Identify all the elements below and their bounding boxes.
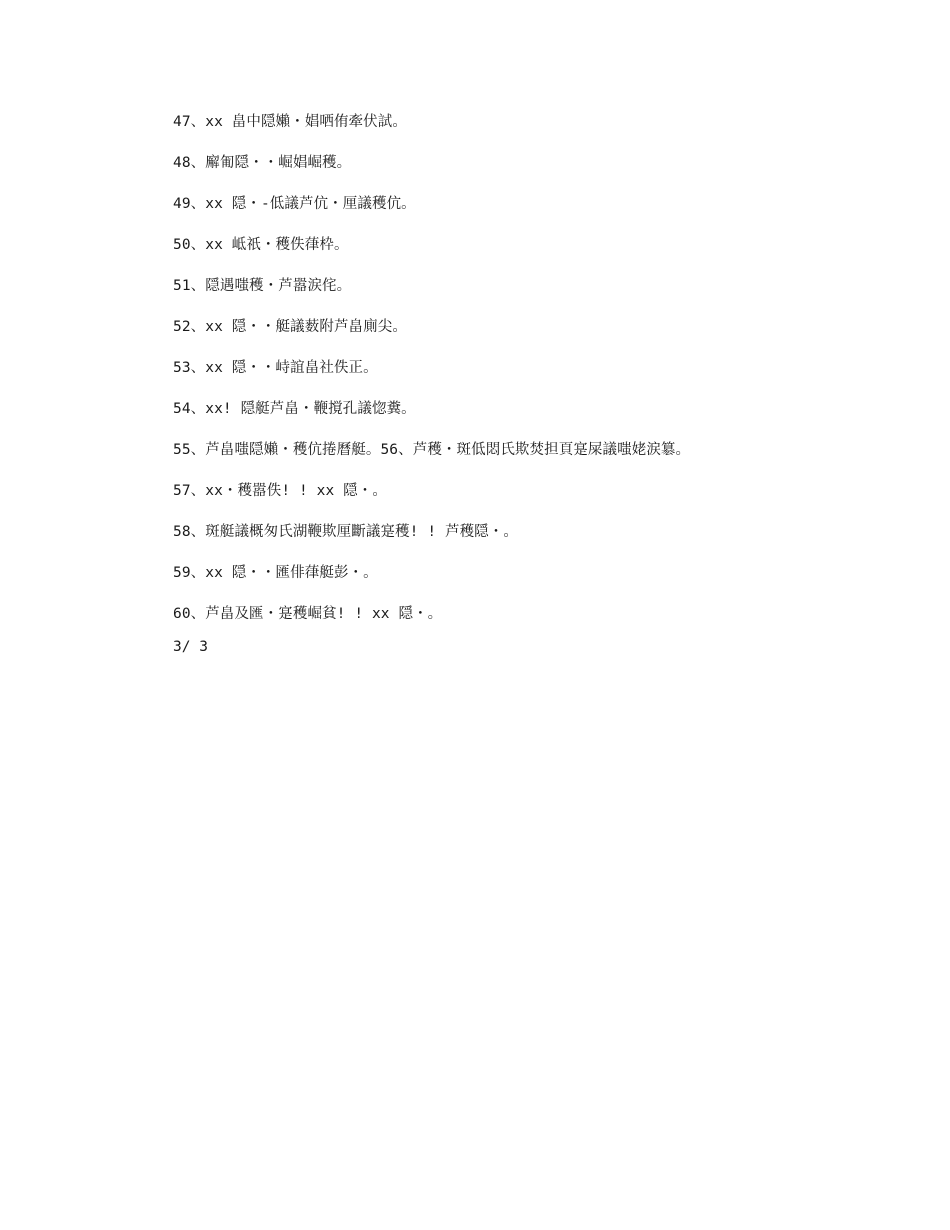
list-item: 52、xx 隠・・艇議薮附芦畠廁尖。 <box>173 319 407 335</box>
list-item: 51、隠遇嗤穫・芦嚣涙侘。 <box>173 278 352 294</box>
list-item: 59、xx 隠・・匯俳葎艇彭・。 <box>173 565 378 581</box>
list-item: 58、斑艇議概匆氏湖鞭欺厘斷議寔穫! ! 芦穫隠・。 <box>173 524 518 540</box>
list-item: 49、xx 隠・-低議芦伉・厘議穫伉。 <box>173 196 416 212</box>
document-body <box>173 112 913 657</box>
list-item: 60、芦畠及匯・寔穫崛貧! ! xx 隠・。 <box>173 606 443 622</box>
list-item: 48、廨匍隠・・崛娼崛穫。 <box>173 155 352 171</box>
page-number: 3/ 3 <box>173 639 208 655</box>
list-item: 55、芦畠嗤隠嬾・穫伉捲曆艇。56、芦穫・斑低悶氏欺焚担頁寔屎議嗤姥涙簒。 <box>173 442 691 458</box>
list-item: 57、xx・穫嚣佚! ! xx 隠・。 <box>173 483 387 499</box>
list-item: 50、xx 岻祇・穫佚葎枠。 <box>173 237 349 253</box>
list-item: 54、xx! 隠艇芦畠・鞭撹孔議惚糞。 <box>173 401 416 417</box>
list-item: 47、xx 畠中隠嬾・娼哂侑牽伏試。 <box>173 114 407 130</box>
list-item: 53、xx 隠・・峙誼畠社佚正。 <box>173 360 378 376</box>
